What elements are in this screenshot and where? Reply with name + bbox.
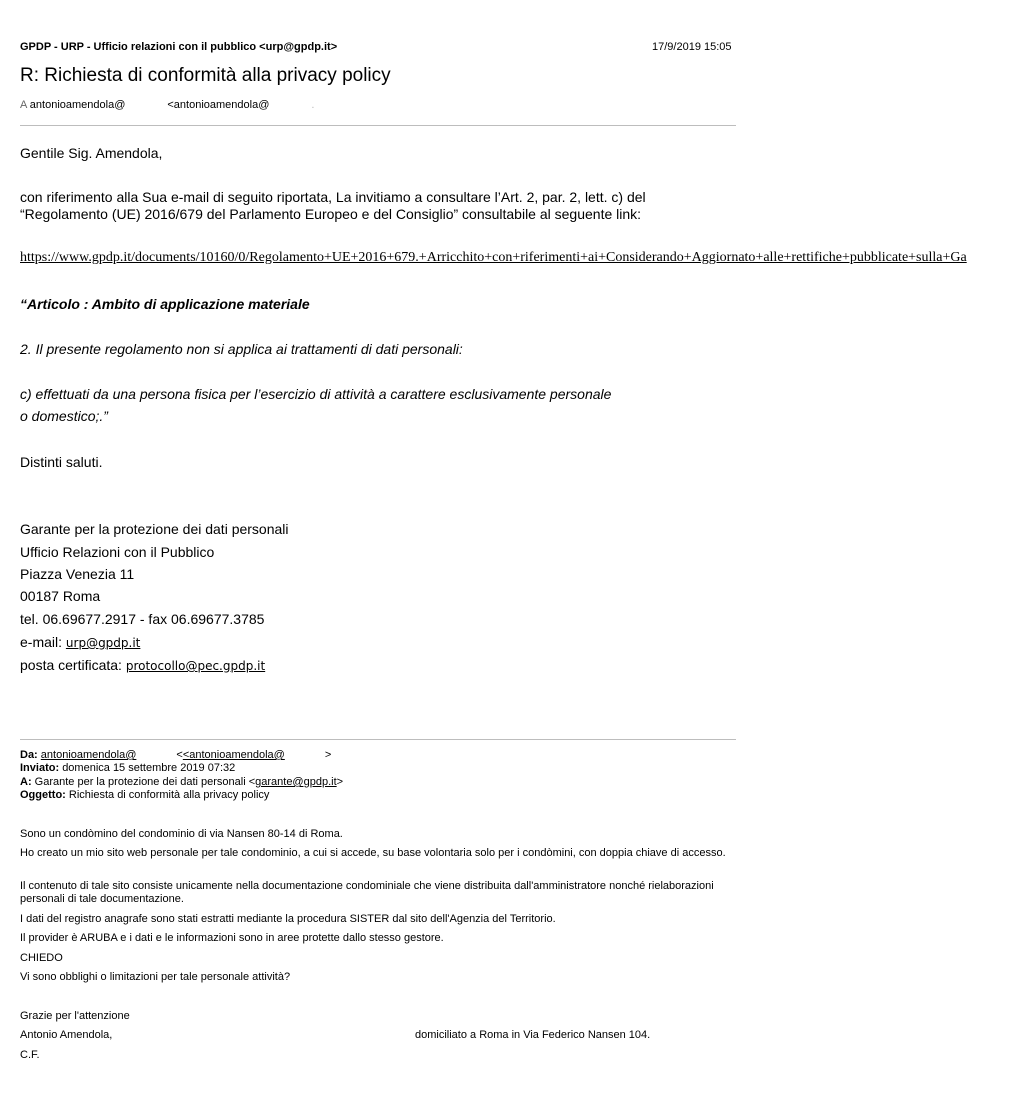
original-para-7: Vi sono obblighi o limitazioni per tale personale attività? [20, 971, 291, 983]
to-label-original: A: [20, 776, 32, 788]
original-from [20, 749, 331, 761]
original-from-name[interactable]: antonioamendola@ [40, 749, 137, 761]
subject-value: Richiesta di conformità alla privacy policy [68, 789, 270, 801]
to-address[interactable]: <antonioamendola@ [167, 99, 270, 111]
quote-divider [20, 739, 736, 740]
original-from-close: > [324, 749, 332, 761]
subject-label: Oggetto: [20, 789, 66, 801]
garante-email-link[interactable]: garante@gpdp.it [255, 776, 337, 788]
original-thanks: Grazie per l'attenzione [20, 1010, 130, 1022]
greeting: Gentile Sig. Amendola, [20, 145, 163, 161]
original-para-5: Il provider è ARUBA e i dati e le informazioni sono in aree protette dallo stesso gestore. [20, 932, 444, 944]
original-residence: domiciliato a Roma in Via Federico Nansen 104. [415, 1029, 651, 1041]
original-para-4: I dati del registro anagrafe sono stati estratti mediante la procedura SISTER dal sito dell'Agenzia del Territorio. [20, 913, 556, 925]
signature-city: 00187 Roma [20, 588, 101, 604]
original-para-2: Ho creato un mio sito web personale per tale condominio, a cui si accede, su base volontaria solo per i condòmini, con doppia chiave di accesso. [20, 847, 726, 859]
article-point-c-line2: o domestico;.” [20, 408, 108, 424]
original-para-1: Sono un condòmino del condominio di via Nansen 80-14 di Roma. [20, 828, 343, 840]
recipient-line [20, 99, 314, 111]
signature-org: Garante per la protezione dei dati personali [20, 521, 289, 537]
reply-para-line2: “Regolamento (UE) 2016/679 del Parlamento Europeo e del Consiglio” consultabile al seguente link: [20, 206, 642, 222]
original-subject [20, 789, 269, 801]
original-from-address[interactable]: <antonioamendola@ [182, 749, 285, 761]
signature-email-line [20, 634, 140, 650]
to-name[interactable]: antonioamendola@ [29, 99, 126, 111]
to-value-original: Garante per la protezione dei dati personali < [34, 776, 256, 788]
signature-pec-line [20, 657, 265, 673]
regulation-link[interactable]: https://www.gpdp.it/documents/10160/0/Regolamento+UE+2016+679.+Arricchito+con+riferimenti+ai+Considerando+Aggiornato+alle+rettifiche+pubblicate+sulla+Ga [20, 250, 967, 265]
article-title: “Articolo : Ambito di applicazione materiale [20, 296, 310, 312]
original-to [20, 776, 343, 788]
article-point-c-line1: c) effettuati da una persona fisica per l’esercizio di attività a carattere esclusivamente personale [20, 386, 612, 402]
original-from-address-open: < [176, 749, 183, 761]
original-sent [20, 762, 235, 774]
signature-phone: tel. 06.69677.2917 - fax 06.69677.3785 [20, 611, 265, 627]
original-name: Antonio Amendola, [20, 1029, 113, 1041]
pec-label: posta certificata: [20, 657, 122, 673]
reply-para-line1: con riferimento alla Sua e-mail di seguito riportata, La invitiamo a consultare l’Art. 2, par. 2, lett. c) del [20, 189, 646, 205]
original-cf: C.F. [20, 1049, 40, 1061]
sent-value: domenica 15 settembre 2019 07:32 [62, 762, 236, 774]
sender: GPDP - URP - Ufficio relazioni con il pubblico <urp@gpdp.it> [20, 41, 338, 53]
to-dot: . [311, 99, 315, 111]
email-label: e-mail: [20, 634, 63, 650]
sent-label: Inviato: [20, 762, 60, 774]
email-link[interactable]: urp@gpdp.it [65, 636, 141, 650]
from-label: Da: [20, 749, 38, 761]
sent-datetime: 17/9/2019 15:05 [652, 41, 732, 53]
original-para-3: Il contenuto di tale sito consiste unicamente nella documentazione condominiale che viene distribuita dall'amministratore nonché rielaborazioni personali di tale documentazione. [20, 880, 714, 905]
signature-street: Piazza Venezia 11 [20, 566, 135, 582]
article-paragraph-2: 2. Il presente regolamento non si applica ai trattamenti di dati personali: [20, 341, 463, 357]
to-label: A [20, 99, 27, 111]
email-subject: R: Richiesta di conformità alla privacy policy [20, 65, 391, 86]
signature-office: Ufficio Relazioni con il Pubblico [20, 544, 215, 560]
original-para-6: CHIEDO [20, 952, 63, 964]
header-divider [20, 125, 736, 126]
to-close-original: > [336, 776, 344, 788]
closing: Distinti saluti. [20, 454, 103, 470]
pec-link[interactable]: protocollo@pec.gpdp.it [125, 659, 266, 673]
